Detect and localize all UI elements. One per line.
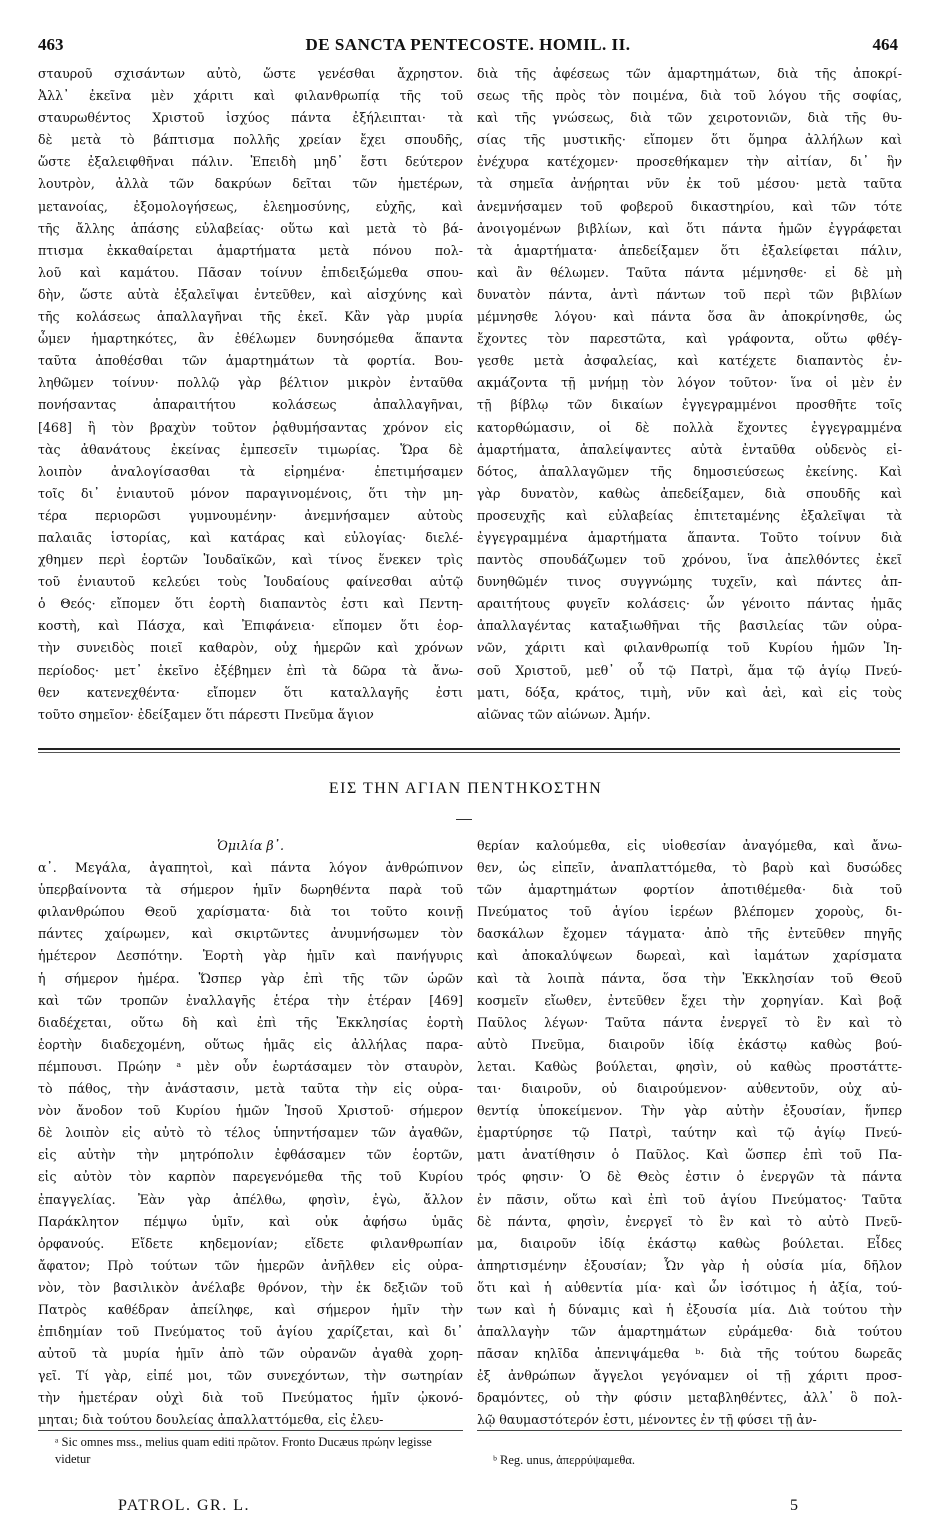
text-line: θεν, ὡς εἰπεῖν, ἀναπλαττόμεθα, τὸ βαρὺ καὶ δυσώδες (477, 860, 902, 876)
text-line: καὶ τὰ λοιπὰ πάντα, ὅσα τὴν Ἐκκλησίαν τοῦ Θεοῦ (477, 970, 902, 986)
text-line: λῷ θαυμαστότερόν ἐστι, μένοντες ἐν τῇ φύσει τῇ ἀν- (477, 1412, 817, 1428)
text-line: ματι ἀνατίθησιν ὁ Παῦλος. Καὶ ὥσπερ ἐπὶ τοῦ Πα- (477, 1147, 902, 1163)
text-line: ὀρφανούς. Εἴδετε κηδεμονίαν; εἴδετε φιλανθρωπίαν (38, 1235, 463, 1251)
text-line: α᾽. Μεγάλα, ἀγαπητοὶ, καὶ πάντα λόγον ἀνθρώπινον (38, 860, 463, 876)
text-line: ὅτι καὶ ἡ αὐθεντία μία· καὶ ὧν ἰσότιμος ἡ ἀξία, τού- (477, 1279, 902, 1295)
text-line: θερίαν καλούμεθα, εἰς υἱοθεσίαν ἀναγόμεθα, καὶ ἄνω- (477, 838, 902, 853)
text-line: πτισμα ἐκκαθαίρεται ἁμαρτήματα μετὰ πόνου πολ- (38, 242, 463, 258)
text-line: τῆς κολάσεως ἀπαλλαγῆναι τῆς ἐκεῖ. Κἂν γὰρ μυρία (38, 309, 463, 325)
text-line: ἀνοιγομένων βιβλίων, καὶ ὅτι πάντα ἡμῶν ἐγγράφεται (477, 220, 902, 236)
text-line: τὰς ἀθανάτους ἐκείνας ἐμπεσεῖν τιμωρίας. Ὥρα δὲ (38, 441, 463, 457)
text-line: σίας τῆς μυστικῆς· εἴπομεν ὅτι ὅμηρα ἀλλήλων καὶ (477, 132, 902, 148)
text-line: ἐγγεγραμμένα ἁμαρτήματα ἅπαντα. Τοῦτο τοίνυν διὰ (477, 529, 902, 545)
text-line: σεως τῆς πρὸς τὸν ποιμένα, διὰ τοῦ λόγου τῆς σοφίας, (477, 88, 902, 104)
text-line: τέρα περιορῶσι γυμνουμένην· ἀνεμνήσαμεν αὐτοὺς (38, 507, 463, 523)
text-line: θεντίᾳ ὑποκείμενον. Τὴν γὰρ αὐτὴν ἐξουσίαν, ἥνπερ (477, 1103, 902, 1119)
text-line: πονήσαντας ἀπαραιτήτου κολάσεως ἀπαλλαγῆναι, (38, 397, 463, 413)
text-line: των καὶ ἡ δύναμις καὶ ἡ ἐξουσία μία. Διὰ τούτου τὴν (477, 1301, 902, 1317)
text-line: κοστὴ, καὶ Πάσχα, καὶ Ἐπιφάνεια· εἴπομεν ὅτι ἑορ- (38, 618, 463, 634)
text-line: καὶ ἀποκαλύψεων δωρεαὶ, καὶ ἰαμάτων χαρίσματα (477, 948, 902, 964)
text-line: ἐπαγγελίας. Ἐὰν γὰρ ἀπέλθω, φησὶν, ἐγὼ, ἄλλον (38, 1191, 463, 1207)
text-line: ἡ σήμερον ἡμέρα. Ὥσπερ γὰρ ἐπὶ τῆς τῶν ὡρῶν (38, 970, 463, 986)
text-line: νὸν, τὸν βασιλικὸν ἀνέλαβε θρόνον, τὴν ἐκ δεξιῶν τοῦ (38, 1279, 463, 1295)
text-line: ματι, δόξα, κράτος, τιμὴ, νῦν καὶ ἀεὶ, καὶ εἰς τοὺς (477, 684, 902, 700)
text-line: μα, διαιροῦν ἰδίᾳ ἑκάστῳ καθὼς βούλεται. Εἶδες (477, 1235, 902, 1251)
top-left-column (38, 63, 463, 726)
text-line: μέμνησθε λόγου· καὶ πάντα ὅσα ἂν ἀποκρίνησθε, ὡς (477, 309, 902, 325)
text-line: εἰς αὐτὴν τὴν μητρόπολιν ἐφθάσαμεν τῶν ἑορτῶν, (38, 1147, 463, 1163)
text-line: τὴν συνειδὸς ποιεῖ καθαρὸν, οὐχ ἡμερῶν καὶ χρόνων (38, 640, 463, 656)
text-line: μηται; διὰ τούτου δουλείας ἀπαλλαττόμεθα, εἰς ἐλευ- (38, 1412, 384, 1428)
heading-dash (456, 819, 472, 820)
text-line: δὲ λοιπὸν εἰς αὐτὸ τὸ τέλος ὑπηντήσαμεν τῶν ἀγαθῶν, (38, 1125, 463, 1141)
text-line: δότος, ἀπαλλαγῶμεν τῆς δημοσιεύσεως ἐκείνης. Καὶ (477, 463, 902, 479)
text-line: τοῖς δι᾽ ἐνιαυτοῦ μόνον παραγινομένοις, ὅτι τὴν μη- (38, 485, 463, 501)
text-line: Παράκλητον πέμψω ὑμῖν, καὶ οὐκ ἀφήσω ὑμᾶς (38, 1213, 463, 1229)
footer-number: 5 (790, 1497, 798, 1514)
text-line: χθημεν περὶ ἑορτῶν Ἰουδαϊκῶν, καὶ τίνος ἕνεκεν τρὶς (38, 552, 463, 568)
text-line: τρός φησιν· Ὁ δὲ Θεὸς ἐστιν ὁ ἐνεργῶν τὰ πάντα (477, 1169, 902, 1185)
text-line: κατορθώμασιν, οἱ δὲ πολλὰ ἔχοντες ἐγγεγραμμένα (477, 419, 902, 435)
text-line: περίοδος· μετ᾽ ἐκεῖνο ἐξέβημεν ἐπὶ τὰ δῶρα τὰ ἄνω- (38, 662, 463, 678)
text-line: νῶν, χάριτι καὶ φιλανθρωπίᾳ τοῦ Κυρίου ἡμῶν Ἰη- (477, 640, 902, 656)
text-line: σοῦ Χριστοῦ, μεθ᾽ οὗ τῷ Πατρὶ, ἅμα τῷ ἁγίῳ Πνεύ- (477, 662, 902, 678)
footer-signature: PATROL. GR. L. (118, 1497, 250, 1514)
text-line: τῶν ἁμαρτημάτων φορτίον ἀποτιθέμεθα· διὰ τοῦ (477, 882, 902, 898)
text-line: σταυροῦ σχισάντων αὐτὸ, ὥστε γενέσθαι ἄχρηστον. (38, 66, 463, 81)
text-line: κοσμεῖν εἴωθεν, ἐντεῦθεν ἔχει τὴν χορηγίαν. Καὶ βοᾷ (477, 992, 902, 1008)
text-line: λεται. Καθὼς βούλεται, φησὶν, οὐ καθὼς προστάττε- (477, 1058, 902, 1074)
footnote-a: ᵃ Sic omnes mss., melius quam editi πρῶτον. Fronto Ducæus πρώην legisse videtur (55, 1435, 432, 1466)
text-line: καὶ τῶν τροπῶν ἐναλλαγῆς ἑτέρα τὴν ἑτέραν [469] (38, 992, 463, 1008)
text-line: νὸν ἄνοδον τοῦ Κυρίου ἡμῶν Ἰησοῦ Χριστοῦ· σήμερον (38, 1103, 463, 1119)
section-divider-thin (38, 752, 900, 753)
text-line: γὰρ δυνατὸν, καθὼς ἀπεδείξαμεν, διὰ σπουδῆς καὶ (477, 485, 902, 501)
text-line: ἀνεμνήσαμεν τοῦ φοβεροῦ δικαστηρίου, καὶ τῶν τότε (477, 198, 902, 214)
text-line: ἔχοντες τὸν παρεστῶτα, καὶ γράφοντα, οὕτω φθέγ- (477, 331, 902, 347)
text-line: Πατρὸς καθέδραν ἀπείληφε, καὶ σήμερον ἡμῖν τὴν (38, 1301, 463, 1317)
running-header (38, 35, 898, 57)
page-number-left: 463 (38, 35, 64, 54)
text-line: [468] ἢ τὸν βραχὺν τοῦτον ῥᾳθυμήσαντας χρόνον εἰς (38, 419, 463, 435)
text-line: αὐτὸ Πνεῦμα, διαιροῦν ἰδίᾳ ἑκάστῳ καθὼς βού- (477, 1036, 902, 1052)
text-line: γεῖ. Τί γὰρ, εἰπέ μοι, τῶν συνεχόντων, τὴν σωτηρίαν (38, 1368, 463, 1384)
text-line: παλαιᾶς ἱστορίας, καὶ κατάρας καὶ εὐλογίας· διελέ- (38, 529, 463, 545)
text-line: τῆς ἄλλης ἁπάσης εὐλαβείας· οὕτω καὶ μετὰ τὸ βά- (38, 220, 463, 236)
text-line: λοιπὸν ἀναλογίσασθαι τὰ εἰρημένα· ἐπετιμήσαμεν (38, 463, 463, 479)
text-line: τὰ σημεῖα ἀνῄρηται νῦν ἐκ τοῦ μέσου· μετὰ ταῦτα (477, 176, 902, 192)
text-line: ἐμαρτύρησε τῷ Πατρὶ, ταύτην καὶ τῷ ἁγίῳ Πνεύ- (477, 1125, 902, 1141)
text-line: δυνατὸν πάντα, ἀντὶ πάντων τοῦ περὶ τῶν βιβλίων (477, 286, 902, 302)
text-line: διαδέχεται, οὕτω δὴ καὶ ἐπὶ τῆς Ἐκκλησίας ἑορτὴ (38, 1014, 463, 1030)
text-line: πᾶσαν κηλῖδα ἀπενιψάμεθα ᵇ· διὰ τῆς τούτου δωρεᾶς (477, 1346, 902, 1362)
text-line: εἰς αὐτὸν τὸν καρπὸν παρεγενόμεθα τῆς τοῦ Κυρίου (38, 1169, 463, 1185)
text-line: Παῦλος λέγων· Ταῦτα πάντα ἐνεργεῖ τὸ ἓν καὶ τὸ (477, 1014, 902, 1030)
text-line: αὐτοῦ τὰ μυρία ἡμῖν ἀπὸ τῶν οὐρανῶν ἀγαθὰ χορη- (38, 1346, 463, 1362)
text-line: δὲ πάντα, φησὶν, ἐνεργεῖ τὸ ἓν καὶ τὸ αὐτὸ Πνεῦ- (477, 1213, 902, 1229)
text-line: μετανοίας, ἐξομολογήσεως, ἐλεημοσύνης, εὐχῆς, καὶ (38, 198, 463, 214)
text-line: ἀπηρτισμένην ἐξουσίαν; Ὧν γὰρ ἡ οὐσία μία, δῆλον (477, 1257, 902, 1273)
text-line: ἐν πᾶσιν, οὕτω καὶ ἐπὶ τοῦ ἁγίου Πνεύματος· Ταῦτα (477, 1191, 902, 1207)
text-line: ακμάζοντα τῇ μνήμῃ τὸν λόγον τοῦτον· ἵνα οἱ μὲν ἐν (477, 375, 902, 391)
text-line: αἰῶνας τῶν αἰώνων. Ἀμήν. (477, 706, 651, 722)
text-line: τοῦτο σημεῖον· ἐδείξαμεν ὅτι πάρεστι Πνεῦμα ἅγιον (38, 706, 374, 722)
text-line: ὦμεν ἡμαρτηκότες, ἂν ἐθέλωμεν δυνησόμεθα ἅπαντα (38, 331, 463, 347)
text-line: λουτρὸν, ἀλλὰ τῶν δακρύων δεῖται τῶν ἡμετέρων, (38, 176, 463, 192)
text-line: ἐπιδημίαν τοῦ Πνεύματος τοῦ ἁγίου χαρίζεται, καὶ δι᾽ (38, 1324, 463, 1340)
text-line: προσευχῆς καὶ εὐλαβείας ἐπιτεταμένης ἐξαλεῖψαι τὰ (477, 507, 902, 523)
text-line: ἀπαλλαγέντας καταξιωθῆναι τῆς βασιλείας τῶν οὐρα- (477, 618, 902, 634)
text-line: ἄφατον; Πρὸ τούτων τῶν ἡμερῶν ἀνῆλθεν εἰς οὐρα- (38, 1257, 463, 1273)
text-line: δασκάλων ἔχομεν τάγματα· ἀπὸ τῆς ἐντεῦθεν πηγῆς (477, 926, 902, 942)
text-line: λοῦ καὶ καμάτου. Πᾶσαν τοίνυν ἐπιδειξώμεθα σπου- (38, 264, 463, 280)
text-line: τὸ πάθος, τὴν ἀνάστασιν, μετὰ ταῦτα τὴν εἰς οὐρα- (38, 1081, 463, 1097)
text-line: θεν κατενεχθέντα· εἴπομεν ὅτι καταλλαγῆς ἐστι (38, 684, 463, 700)
text-line: ἀπαλλαγὴν τῶν ἁμαρτημάτων εὐράμεθα· διὰ τούτου (477, 1324, 902, 1340)
text-line: γεσθε μετὰ ἀσφαλείας, καὶ κατέχετε διαπαντὸς ἐν- (477, 353, 902, 369)
text-line: Πνεύματος τοῦ ἁγίου ἱερέων βλέπομεν χοροὺς, δι- (477, 904, 902, 920)
text-line: δὴν, ὥστε αὐτὰ ἐξαλεῖψαι ἐντεῦθεν, καὶ αἰσχύνης καὶ (38, 286, 463, 302)
text-line: τοῦ ἐνιαυτοῦ κελεύει τοὺς Ἰουδαίους φαίνεσθαι αὐτῷ (38, 574, 463, 590)
text-line: δυνηθῶμέν τινος συγγνώμης τυχεῖν, καὶ πάντες ἀπ- (477, 574, 902, 590)
text-line: ληθῶμεν τοίνυν· πολλῷ γὰρ βέλτιον μικρὸν ἐνταῦθα (38, 375, 463, 391)
text-line: ἐξ ἀνθρώπων ἄγγελοι γεγόναμεν οἱ τῇ χάριτι προσ- (477, 1368, 902, 1384)
top-right-column (477, 63, 902, 726)
text-line: διὰ τῆς ἀφέσεως τῶν ἁμαρτημάτων, διὰ τῆς ἀποκρί- (477, 66, 902, 81)
text-line: δὲ μετὰ τὸ βάπτισμα πολλῆς χρείαν ἔχει σπουδῆς, (38, 132, 463, 148)
text-line: ἐνέχυρα κατέχομεν· προσεθήκαμεν τὴν αἰτίαν, δι᾽ ἣν (477, 154, 902, 170)
text-line: τὰ ἁμαρτήματα· ἀπεδείξαμεν ὅτι ἐξαλείφεται πάλιν, (477, 242, 902, 258)
text-line: ὥστε ἐξαλειφθῆναι πάλιν. Ἐπειδὴ μηδ᾽ ἔστι δεύτερον (38, 154, 463, 170)
text-line: φιλανθρώπου Θεοῦ χαρίσματα· διὰ τοι τοῦτο κοινῇ (38, 904, 463, 920)
text-line: Ἀλλ᾽ ἐκεῖνα μὲν χάριτι καὶ φιλανθρωπίᾳ τῆς τοῦ (38, 88, 463, 104)
text-line: ὁ Θεός· εἴπομεν ὅτι ἑορτὴ διαπαντὸς ἐστι καὶ Πεντη- (38, 596, 463, 612)
text-line: ἡμέτερον Δεσπότην. Ἑορτὴ γὰρ ἡμῖν καὶ πανήγυρις (38, 948, 463, 964)
text-line: ται· διαιροῦν, οὐ διαιρούμενον· αὐθεντοῦν, οὐχ αὐ- (477, 1081, 902, 1097)
text-line: τῇ βίβλῳ τῶν δικαίων ἐγγεγραμμένοι προσθῆτε τοῖς (477, 397, 902, 413)
text-line: αραιτήτους φυγεῖν κολάσεις· ὧν γένοιτο πάντας ἡμᾶς (477, 596, 902, 612)
homily-heading: ΕΙΣ ΤΗΝ ΑΓΙΑΝ ΠΕΝΤΗΚΟΣΤΗΝ (328, 780, 603, 797)
bottom-left-column (38, 835, 463, 1432)
footnote-rule-right (477, 1430, 902, 1431)
text-line: παντὸς σπουδάζωμεν τοῦ χρόνου, ἵνα ἀπελθόντες ἐκεῖ (477, 552, 902, 568)
text-line: δραμόντες, οὐ τὴν φύσιν μεταβληθέντες, ἀλλ᾽ ὃ πολ- (477, 1390, 902, 1406)
text-line: καὶ τῆς γνώσεως, διὰ τῶν χειροτονιῶν, διὰ τῆς θυ- (477, 110, 902, 126)
text-line: τὴν ἡμετέραν οὐχὶ διὰ τοῦ Πνεύματος ἡμῖν ᾠκονό- (38, 1390, 463, 1406)
running-title: DE SANCTA PENTECOSTE. HOMIL. II. (305, 35, 631, 54)
text-line: ὑπερβαίνοντα τὰ σήμερον ἡμῖν δωρηθέντα παρὰ τοῦ (38, 882, 463, 898)
text-line: σταυρωθέντος Χριστοῦ ἰσχύος πάντα ἐξήλειπται· τὰ (38, 110, 463, 126)
bottom-right-column (477, 835, 902, 1432)
section-divider (38, 748, 900, 750)
text-line: πέμπουσι. Πρώην ᵃ μὲν οὖν ἑωρτάσαμεν τὸν σταυρὸν, (38, 1058, 463, 1074)
text-line: ταῦτα ἀποθέσθαι τῶν ἁμαρτημάτων τὰ φορτία. Βου- (38, 353, 463, 369)
text-line: καὶ ἂν θέλωμεν. Ταῦτα πάντα μέμνησθε· εἰ δὲ μὴ (477, 264, 902, 280)
text-line: ἑορτὴν διαδεχομένη, οὕτως ἡμᾶς εἰς ἀλλήλας παρα- (38, 1036, 463, 1052)
footnote-b: ᵇ Reg. unus, ἀπερρύψαμεθα. (493, 1453, 636, 1467)
page-number-right: 464 (872, 35, 898, 54)
homily-label: Ὁμιλία β᾽. (217, 838, 284, 853)
text-line: πάντες χαίρωμεν, καὶ σκιρτῶντες ἀνυμνήσωμεν τὸν (38, 926, 463, 942)
footnote-rule-left (38, 1430, 463, 1431)
text-line: ἁμαρτήματα, ἀπαλείψαντες αὐτὰ ἐνταῦθα οὐδενὸς εἰ- (477, 441, 902, 457)
